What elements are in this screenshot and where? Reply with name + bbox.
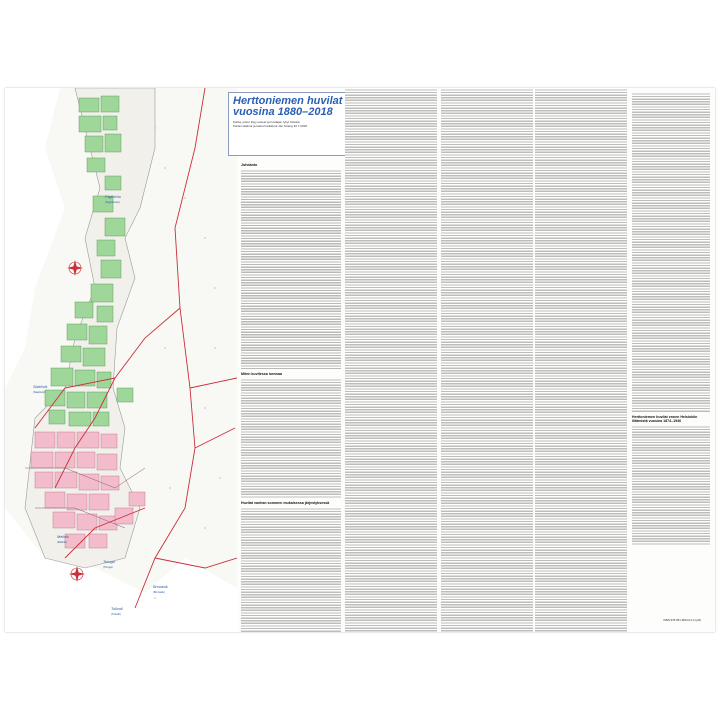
place-label-sub: (Mellnik) [57, 541, 67, 544]
place-label: Toruga [103, 560, 115, 564]
place-label-sub: (Toruga) [103, 566, 113, 569]
column-5-heading: Herttoniemen huvilat ennen Helsinkiin liitämistä vuosina 1874–1946 [632, 415, 698, 423]
place-label: Slattövik [33, 385, 48, 389]
article-column-2 [345, 88, 437, 632]
place-label: Tullvall [111, 607, 123, 611]
map-title: Herttoniemen huvilat vuosina 1880–2018 [233, 95, 343, 118]
place-label-sub: (Fagötsman) [105, 201, 120, 204]
place-label-sub: (Tullvall) [111, 613, 121, 616]
place-label: Bronasik [153, 585, 168, 589]
place-label: Fagötcho [105, 195, 121, 199]
herttoniemi-map [5, 88, 237, 632]
map-title-box [228, 92, 348, 156]
isbn-text: ISBN 978-951-98123-3-3 (pdf) [663, 618, 701, 622]
article-column-5 [629, 88, 713, 632]
section-heading: Miten kuvitessa luessaa [241, 372, 282, 376]
article-column-3 [441, 88, 533, 632]
villa-list-body [241, 507, 341, 632]
map-sheet [5, 88, 715, 632]
place-label-sub: (Bronasik) [153, 591, 165, 594]
column-5-upper [632, 92, 710, 412]
intro-body [241, 169, 341, 369]
column-5-lower [632, 425, 710, 545]
place-label: Mellnik [57, 535, 69, 539]
section-body [241, 378, 341, 498]
villa-list-heading: Huvilat vanhan sommen mukaisessa järjestyksessä [241, 501, 330, 505]
intro-heading: Johdanto [241, 163, 258, 167]
article-column-4 [535, 88, 627, 632]
map-subtitle: Kartta, johon liityy esseet ja huvilajen lyhyt historia Kartan laatinut ja tiedot hankkinut Jan Strang 30.7.2018 [233, 120, 307, 128]
place-label-sub: (Saattovik) [33, 391, 46, 394]
article-column-1 [237, 160, 345, 632]
